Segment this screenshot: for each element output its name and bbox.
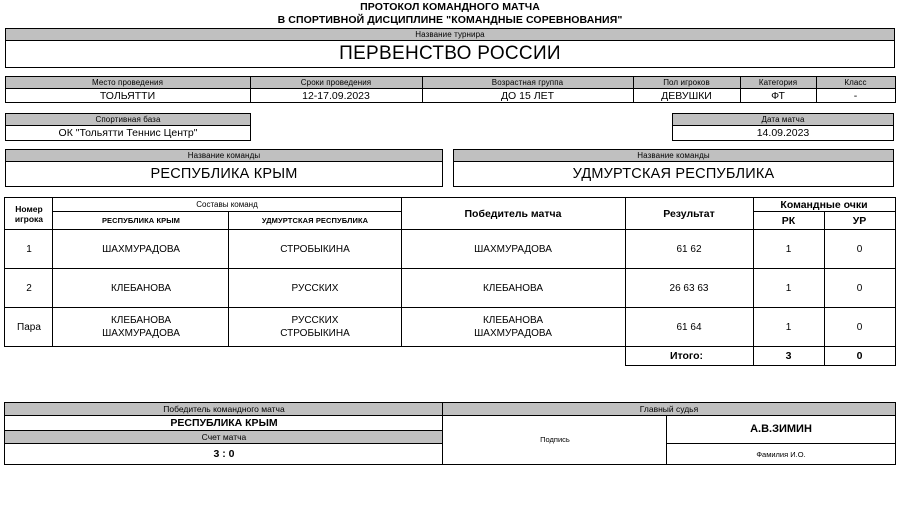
spacer-cell — [229, 347, 401, 366]
home-team-caption-row — [6, 150, 443, 162]
table-row — [5, 230, 895, 269]
event-info-table — [5, 76, 896, 103]
footer-section — [0, 402, 900, 465]
row-index: Пара — [5, 308, 53, 347]
document-title-line-1: ПРОТОКОЛ КОМАНДНОГО МАТЧА — [360, 1, 540, 13]
team-winner-caption: Победитель командного матча — [5, 403, 443, 416]
home-player: ШАХМУРАДОВА — [53, 230, 229, 269]
points-home: 1 — [753, 308, 824, 347]
spacer-cell — [5, 347, 53, 366]
table-row — [5, 308, 895, 347]
lineup-home-header: РЕСПУБЛИКА КРЫМ — [53, 212, 229, 230]
event-info-value-row — [5, 89, 895, 103]
class-value: - — [816, 89, 895, 103]
score-header: Результат — [625, 198, 753, 230]
match-results-table — [4, 197, 895, 366]
home-team-caption: Название команды — [6, 150, 443, 162]
signature-caption: Подпись — [540, 434, 570, 444]
sport-base-block — [5, 113, 251, 141]
category-header: Категория — [740, 77, 816, 89]
table-row — [5, 269, 895, 308]
away-player: РУССКИХ СТРОБЫКИНА — [229, 308, 401, 347]
points-away: 0 — [824, 230, 895, 269]
player-number-header — [5, 198, 53, 230]
category-value: ФТ — [740, 89, 816, 103]
away-team-block — [453, 149, 894, 187]
match-score-value: 3 : 0 — [5, 444, 443, 465]
points-home: 1 — [753, 269, 824, 308]
player-number-header-line1: Номер — [15, 203, 43, 214]
total-points-home: 3 — [753, 347, 824, 366]
signature-cell — [443, 416, 667, 465]
sport-base-value-row — [6, 126, 251, 141]
venue-value: ТОЛЬЯТТИ — [5, 89, 250, 103]
match-score: 61 64 — [625, 308, 753, 347]
footer-row-2 — [5, 416, 895, 431]
home-team-name-row — [6, 162, 443, 187]
judge-name: А.В.ЗИМИН — [667, 416, 895, 444]
spacer — [0, 366, 900, 402]
tournament-caption: Название турнира — [6, 29, 895, 41]
results-header-row-1 — [5, 198, 895, 212]
gender-header: Пол игроков — [633, 77, 740, 89]
tournament-block — [5, 28, 895, 68]
spacer — [0, 68, 900, 76]
lineups-header: Составы команд — [53, 198, 401, 212]
document-title-line-2: В СПОРТИВНОЙ ДИСЦИПЛИНЕ "КОМАНДНЫЕ СОРЕВНОВАНИЯ" — [277, 14, 623, 26]
away-player: СТРОБЫКИНА — [229, 230, 401, 269]
results-total-row — [5, 347, 895, 366]
home-team-name: РЕСПУБЛИКА КРЫМ — [6, 162, 443, 187]
home-player: КЛЕБАНОВА ШАХМУРАДОВА — [53, 308, 229, 347]
points-away-header: УР — [824, 212, 895, 230]
age-group-header: Возрастная группа — [422, 77, 633, 89]
judge-name-caption-cell — [667, 444, 895, 465]
match-winner: ШАХМУРАДОВА — [401, 230, 625, 269]
match-score: 61 62 — [625, 230, 753, 269]
footer-row-1 — [5, 403, 895, 416]
away-player: РУССКИХ — [229, 269, 401, 308]
gender-value: ДЕВУШКИ — [633, 89, 740, 103]
winner-header: Победитель матча — [401, 198, 625, 230]
judge-name-caption: Фамилия И.О. — [756, 450, 806, 459]
tournament-name-row — [6, 41, 895, 68]
team-names-row — [0, 149, 900, 191]
event-info-header-row — [5, 77, 895, 89]
match-date-caption-row — [673, 114, 894, 126]
spacer-cell — [53, 347, 229, 366]
match-score-caption: Счет матча — [5, 431, 443, 444]
head-judge-caption: Главный судья — [443, 403, 895, 416]
row-index: 1 — [5, 230, 53, 269]
dates-value: 12-17.09.2023 — [250, 89, 422, 103]
away-team-caption-row — [454, 150, 894, 162]
points-home: 1 — [753, 230, 824, 269]
team-points-header: Командные очки — [753, 198, 895, 212]
dates-header: Сроки проведения — [250, 77, 422, 89]
team-winner-value: РЕСПУБЛИКА КРЫМ — [5, 416, 443, 431]
points-away: 0 — [824, 269, 895, 308]
points-away: 0 — [824, 308, 895, 347]
sport-base-caption: Спортивная база — [6, 114, 251, 126]
away-team-caption: Название команды — [454, 150, 894, 162]
sport-base-caption-row — [6, 114, 251, 126]
away-team-name: УДМУРТСКАЯ РЕСПУБЛИКА — [454, 162, 894, 187]
match-date-value-row — [673, 126, 894, 141]
match-date-caption: Дата матча — [673, 114, 894, 126]
match-winner: КЛЕБАНОВА ШАХМУРАДОВА — [401, 308, 625, 347]
away-team-name-row — [454, 162, 894, 187]
tournament-caption-row — [6, 29, 895, 41]
row-index: 2 — [5, 269, 53, 308]
class-header: Класс — [816, 77, 895, 89]
sport-base-value: ОК "Тольятти Теннис Центр" — [6, 126, 251, 141]
total-label: Итого: — [625, 347, 753, 366]
spacer-cell — [401, 347, 625, 366]
match-date-value: 14.09.2023 — [673, 126, 894, 141]
match-score: 26 63 63 — [625, 269, 753, 308]
total-points-away: 0 — [824, 347, 895, 366]
home-player: КЛЕБАНОВА — [53, 269, 229, 308]
tournament-name: ПЕРВЕНСТВО РОССИИ — [6, 41, 895, 68]
match-date-block — [672, 113, 894, 141]
match-winner: КЛЕБАНОВА — [401, 269, 625, 308]
venue-header: Место проведения — [5, 77, 250, 89]
spacer — [0, 103, 900, 113]
base-and-date-row — [0, 113, 900, 143]
points-home-header: РК — [753, 212, 824, 230]
footer-table — [4, 402, 895, 465]
home-team-block — [5, 149, 443, 187]
lineup-away-header: УДМУРТСКАЯ РЕСПУБЛИКА — [229, 212, 401, 230]
player-number-header-line2: игрока — [14, 213, 44, 224]
age-group-value: ДО 15 ЛЕТ — [422, 89, 633, 103]
